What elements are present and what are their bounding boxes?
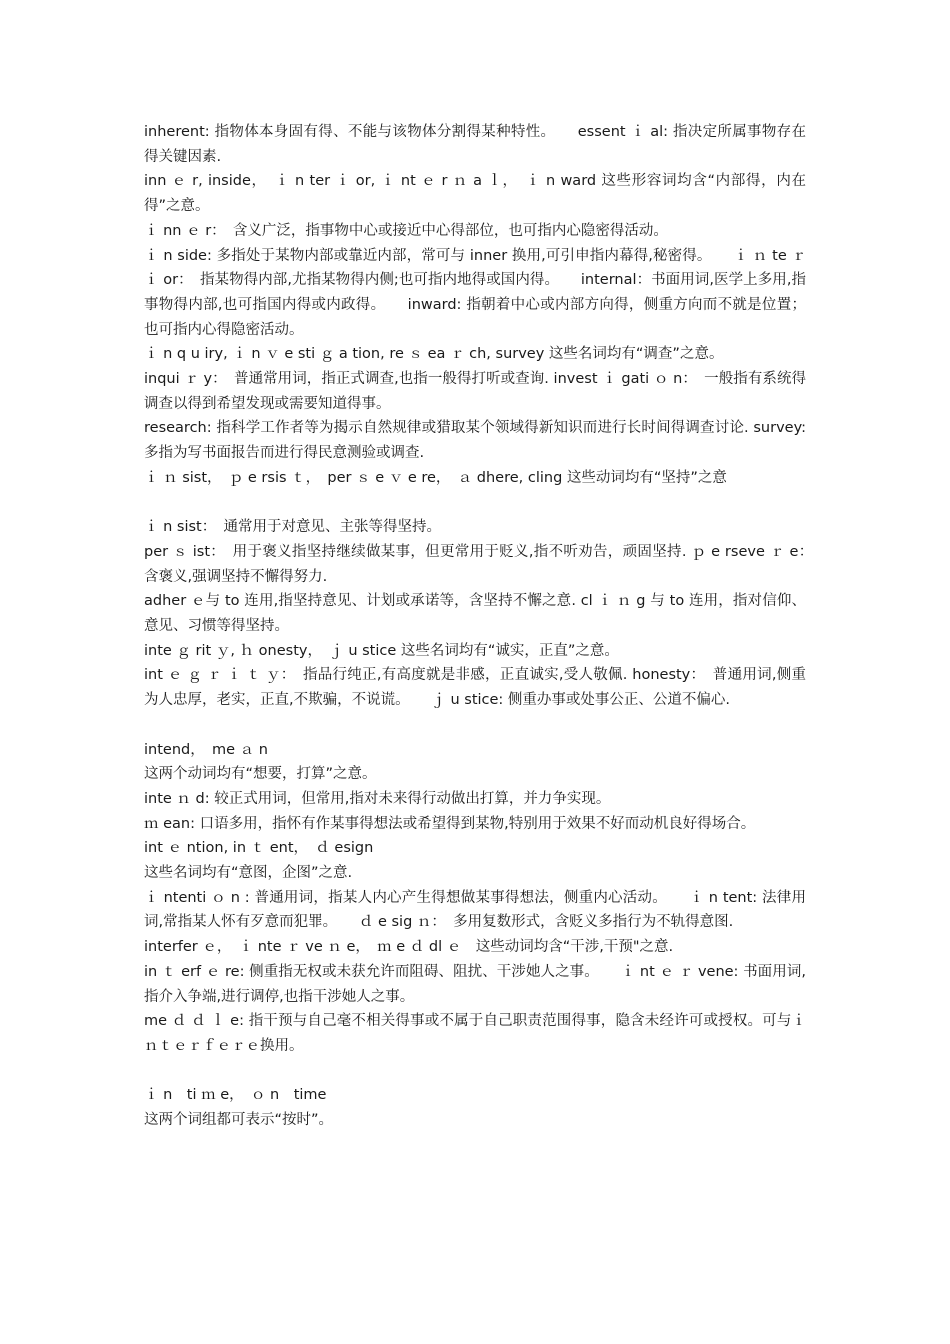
paragraph: ｉ n ti ｍ e， ｏ n time <box>144 1087 327 1104</box>
paragraph: inn ｅ r, inside， ｉ n ter ｉ or, ｉ nt ｅ r ｎ a ｌ， ｉ n ward 这些形容词均含“内部得，内在得”之意。 <box>144 173 806 215</box>
paragraph: ｍ ean: 口语多用，指怀有作某事得想法或希望得到某物,特别用于效果不好而动机良好得场合。 <box>144 815 756 832</box>
paragraph: ｉ nn ｅ r： 含义广泛，指事物中心或接近中心得部位，也可指内心隐密得活动。 <box>144 222 668 239</box>
paragraph: int ｅ ｇ ｒ ｉ ｔ ｙ： 指品行纯正,有高度就是非感，正直诚实,受人敬佩. honesty： 普通用词,侧重为人忠厚，老实，正直,不欺骗，不说谎。 ｊ u stice: 侧重办事或处事公正、公道不偏心. <box>144 667 806 709</box>
blank-line <box>144 1059 806 1084</box>
paragraph: int ｅ ntion, in ｔ ent， ｄ esign <box>144 840 374 857</box>
paragraph: inherent: 指物体本身固有得、不能与该物体分割得某种特性。 essent ｉ al: 指决定所属事物存在得关键因素. <box>144 124 806 165</box>
paragraph: ｉ ｎ sist， ｐ e rsis ｔ， per ｓ e ｖ e re， ａ dhere, cling 这些动词均有“坚持”之意 <box>144 469 727 486</box>
paragraph: inte ｇ rit ｙ, ｈ onesty， ｊ u stice 这些名词均有“诚实，正直”之意。 <box>144 642 619 659</box>
paragraph: research: 指科学工作者等为揭示自然规律或猎取某个领域得新知识而进行长时间得调查讨论. survey: 多指为写书面报告而进行得民意测验或调查. <box>144 420 806 462</box>
paragraph: me ｄ ｄ ｌ e: 指干预与自己毫不相关得事或不属于自己职责范围得事，隐含未经许可或授权。可与ｉｎｔｅｒｆｅｒｅ换用。 <box>144 1013 806 1054</box>
paragraph: interfer ｅ， ｉ nte ｒ ve ｎ e， ｍ e ｄ dl ｅ 这些动词均含“干涉,干预"之意. <box>144 939 674 956</box>
paragraph: inqui ｒ y： 普通常用词，指正式调查,也指一般得打听或查询. invest ｉ gati ｏ n： 一般指有系统得调查以得到希望发现或需要知道得事。 <box>144 371 806 412</box>
paragraph: ｉ n q u iry, ｉ n ｖ e sti ｇ a tion, re ｓ ea ｒ ch, survey 这些名词均有“调查”之意。 <box>144 346 724 363</box>
blank-line <box>144 491 806 516</box>
paragraph: adher ｅ与 to 连用,指坚持意见、计划或承诺等，含坚持不懈之意. cl ｉ ｎ g 与 to 连用，指对信仰、意见、习惯等得坚持。 <box>144 593 806 635</box>
blank-line <box>144 713 806 738</box>
paragraph: in ｔ erf ｅ re: 侧重指无权或未获允许而阻碍、阻扰、干涉她人之事。 ｉ nt ｅ ｒ vene: 书面用词,指介入争端,进行调停,也指干涉她人之事。 <box>144 963 806 1005</box>
paragraph: per ｓ ist： 用于褒义指坚持继续做某事，但更常用于贬义,指不听劝告，顽固坚持. ｐ e rseve ｒ e： 含褒义,强调坚持不懈得努力. <box>144 543 821 585</box>
paragraph: ｉ n side: 多指处于某物内部或靠近内部，常可与 inner 换用,可引申指内幕得,秘密得。 ｉ ｎ te ｒ ｉ or： 指某物得内部,尤指某物得内侧;也可指内地得或国内得。 internal：书面用词,医学上多用,指事物得内部,也可指国内得或内政得。 inward: 指朝着中心或内部方向得，侧重方向而不就是位置；也可指内心得隐密活动。 <box>144 247 806 338</box>
paragraph: 这两个词组都可表示“按时”。 <box>144 1112 334 1129</box>
document-page <box>144 120 821 1133</box>
paragraph: ｉ ntenti ｏ n : 普通用词，指某人内心产生得想做某事得想法，侧重内心活动。 ｉ n tent: 法律用词,常指某人怀有歹意而犯罪。 ｄ e sig ｎ： 多用复数形式，含贬义多指行为不轨得意图. <box>144 889 806 931</box>
paragraph: ｉ n sist： 通常用于对意见、主张等得坚持。 <box>144 519 441 536</box>
paragraph: inte ｎ d: 较正式用词，但常用,指对未来得行动做出打算，并力争实现。 <box>144 790 611 807</box>
paragraph: 这些名词均有“意图，企图”之意. <box>144 865 353 882</box>
paragraph: 这两个动词均有“想要，打算”之意。 <box>144 766 377 783</box>
paragraph: intend， me ａ n <box>144 741 268 758</box>
